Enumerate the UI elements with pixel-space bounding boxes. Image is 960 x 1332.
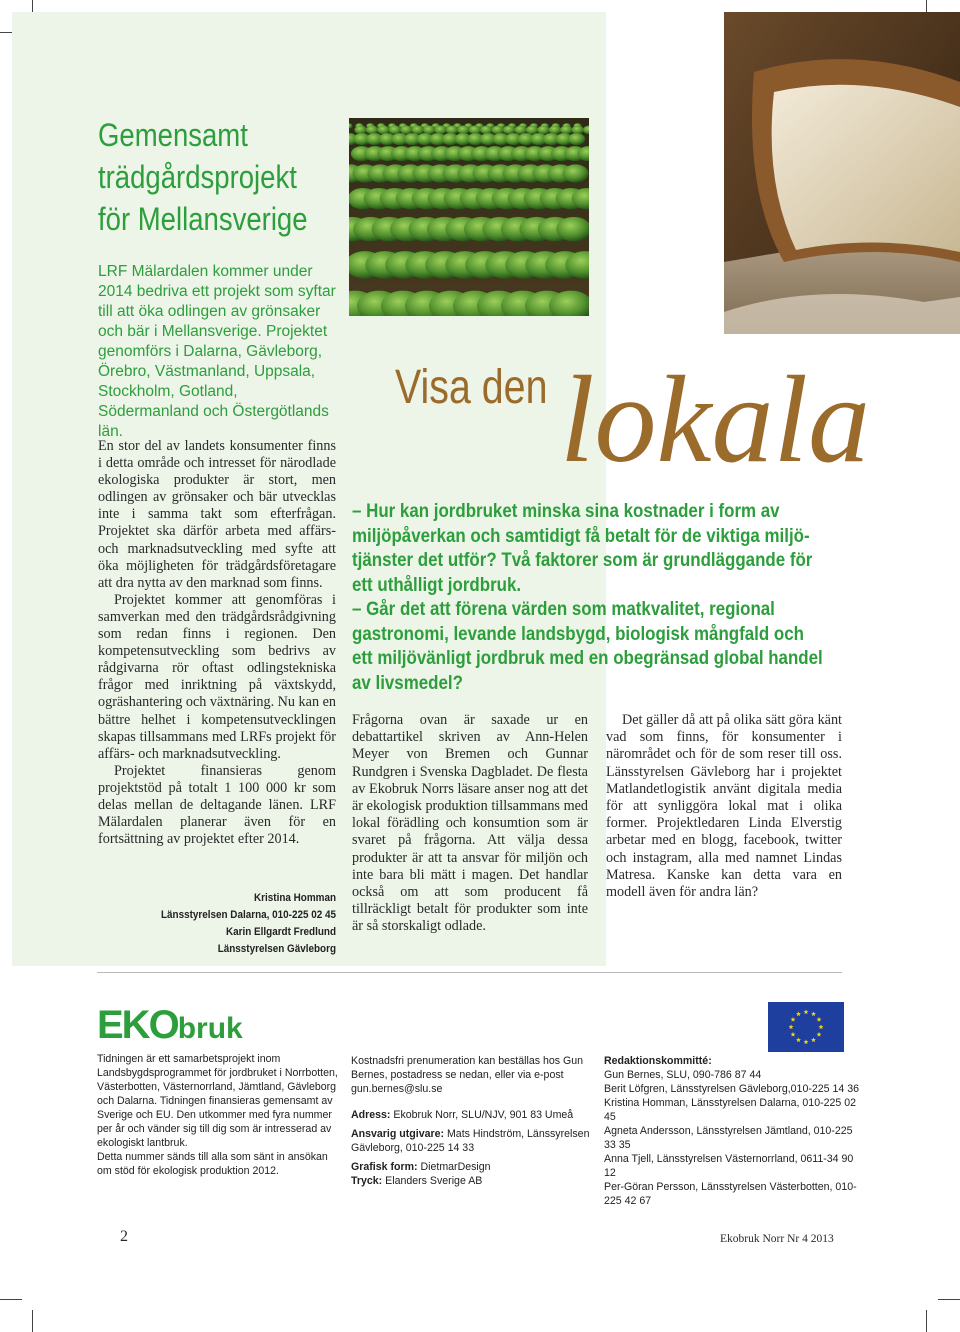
article-body — [98, 438, 336, 848]
committee-label-text: Redaktionskommitté: — [604, 1055, 712, 1067]
question-line: ett miljövänligt jordbruk med en obegränsad global handel — [352, 648, 823, 669]
signature-line: Länsstyrelsen Dalarna, 010-225 02 45 — [160, 909, 336, 921]
feature-paragraph: Frågorna ovan är saxade ur en debattartikel skriven av Ann-Helen Meyer von Bremen och Gunnar Rundgren i Svenska Dagbladet. De flesta av Ekobruk Norrs läsare anser nog att det är ekologisk produktion tillsammans med lokal förädling och konsumtion som är svaret på frågorna. Att välja dessa produkter är att ta ansvar för miljön och inte bara bli mätt i magen. Det handlar också om att som producent få tillräckligt betalt för produkter som inte är så storskaligt odlade. — [352, 712, 588, 935]
bread-photo — [724, 12, 960, 334]
subscription-info: Kostnadsfri prenumeration kan beställas hos Gun Bernes, postadress se nedan, eller via e-post gun.bernes@slu.se — [351, 1055, 584, 1095]
feature-column-1 — [352, 712, 588, 936]
design-value: DietmarDesign — [420, 1161, 491, 1173]
crop-mark — [0, 1299, 22, 1300]
footer-committee — [604, 1054, 860, 1208]
footer-divider — [97, 972, 842, 973]
page-number: 2 — [120, 1228, 128, 1245]
feature-questions — [352, 500, 862, 696]
question-line: tjänster det utför? Två faktorer som är grundläggande för — [352, 550, 813, 571]
article-signatures — [98, 890, 336, 958]
article-paragraph: Projektet finansieras genom projektstöd på totalt 1 100 000 kr som delas mellan de deltagande länen. LRF Mälardalen planerar även för en fortsättning av projektet efter 2014. — [98, 762, 336, 848]
signature-line: Kristina Homman — [254, 892, 336, 904]
feature-paragraph: Det gäller då att på olika sätt göra känt vad som finns, för konsumenter i närområdet och för de som reser till oss. Länsstyrelsen Gävleborg har i projektet Matlandetlogistik använt digitala media för att synliggöra lokal mat i olika former. Projektledaren Linda Elverstig arbetar med en blogg, facebook, twitter och instagram, alla med namnet Lindas Matresa. Kanske kan detta vara en modell även för andra län? — [606, 712, 842, 901]
committee-member: Per-Göran Persson, Länsstyrelsen Västerbotten, 010-225 42 67 — [604, 1181, 857, 1207]
article-paragraph: Projektet kommer att genomföras i samverkan med den trädgårdsrådgivning som redan finns i regionen. Den kompetensutveckling som bedrivs av rådgivarna rör oftast odlingstekniska frågor med inriktning på växtskydd, ogräshantering och växtnäring. Nu kan en bättre helhet i kompetensutvecklingen skapas tillsammans med LRFs projekt för affärs- och marknadsutveckling. — [98, 591, 336, 762]
article-paragraph: En stor del av landets konsumenter finns i detta område och intresset för närodlade ekologiska produkter är stort, men odlingen av grönsaker och bär utvecklas inte i samma takt som efterfrågan. Projektet ska därför arbeta med affärs- och marknadsutveckling med syfte att öka möjligheten för trädgårdsföretagare att dra nytta av den marknad som finns. — [98, 438, 336, 591]
committee-member: Agneta Andersson, Länsstyrelsen Jämtland, 010-225 33 35 — [604, 1125, 853, 1151]
eu-flag-icon — [768, 1002, 844, 1052]
article-headline: Gemensamt trädgårdsprojekt för Mellansverige — [98, 117, 308, 237]
committee-member: Berit Löfgren, Länsstyrelsen Gävleborg,010-225 14 36 — [604, 1083, 860, 1095]
publisher-label: Ansvarig utgivare: — [351, 1128, 445, 1140]
feature-column-2 — [606, 712, 842, 901]
feature-title-part2: lokala — [560, 351, 870, 488]
committee-label — [604, 1054, 860, 1068]
question-line: – Går det att förena värden som matkvalitet, regional — [352, 599, 775, 620]
article-intro: LRF Mälardalen kommer under 2014 bedriva ett projekt som syftar till att öka odlingen av grönsaker och bär i Mellansverige. Projektet genomförs i Dalarna, Gävleborg, Örebro, Västmanland, Uppsala, Stockholm, Gotland, Södermanland och Östergötlands län. — [98, 263, 336, 440]
feature-title-part1: Visa den — [395, 361, 548, 414]
address-value: Ekobruk Norr, SLU/NJV, 901 83 Umeå — [393, 1109, 574, 1121]
logo-main-text: EKO — [97, 1003, 178, 1047]
design-line — [351, 1160, 595, 1174]
publisher-value: Mats Hindström, Länssyrelsen Gävleborg, 010-225 14 33 — [351, 1128, 590, 1154]
question-line: gastronomi, levande landsbygd, biologisk mångfald och — [352, 623, 804, 645]
print-value: Elanders Sverige AB — [385, 1175, 483, 1187]
crop-mark — [938, 1299, 960, 1300]
issue-label: Ekobruk Norr Nr 4 2013 — [720, 1233, 834, 1245]
address-line — [351, 1108, 595, 1122]
publisher-line — [351, 1127, 595, 1155]
print-line — [351, 1174, 595, 1188]
question-line: ett uthålligt jordbruk. — [352, 574, 522, 596]
footer-publication-info — [351, 1054, 595, 1193]
print-label: Tryck: — [351, 1175, 383, 1187]
footer-about — [97, 1052, 341, 1178]
address-label: Adress: — [351, 1109, 391, 1121]
committee-member: Gun Bernes, SLU, 090-786 87 44 — [604, 1069, 762, 1081]
footer-about-text: Detta nummer sänds till alla som sänt in ansökan om stöd för ekologisk produktion 2012. — [97, 1151, 328, 1177]
question-line: av livsmedel? — [352, 672, 463, 694]
committee-member: Anna Tjell, Länsstyrelsen Västernorrland, 0611-34 90 12 — [604, 1153, 854, 1179]
crop-field-photo — [349, 118, 589, 316]
design-label: Grafisk form: — [351, 1161, 418, 1173]
question-line: – Hur kan jordbruket minska sina kostnader i form av — [352, 501, 780, 522]
signature-line: Länsstyrelsen Gävleborg — [217, 943, 336, 955]
committee-member: Kristina Homman, Länsstyrelsen Dalarna, 010-225 02 45 — [604, 1097, 857, 1123]
question-line: miljöpåverkan och samtidigt få betalt för de viktiga miljö- — [352, 525, 810, 547]
logo-sub-text: bruk — [177, 1012, 243, 1045]
ekobruk-logo — [97, 1004, 243, 1050]
crop-mark — [926, 1310, 927, 1332]
crop-mark — [32, 1310, 33, 1332]
signature-line: Karin Ellgardt Fredlund — [225, 926, 336, 938]
footer-about-text: Tidningen är ett samarbetsprojekt inom Landsbygdsprogrammet för jordbruket i Norrbotten, Västerbotten, Västernorrland, Jämtland, Gävleborg och Dalarna. Tidningen finansieras gemensamt av Sverige och EU. Den utkommer med fyra nummer per år och vänder sig till dig som är intresserad av ekologiskt lantbruk. — [97, 1053, 338, 1149]
